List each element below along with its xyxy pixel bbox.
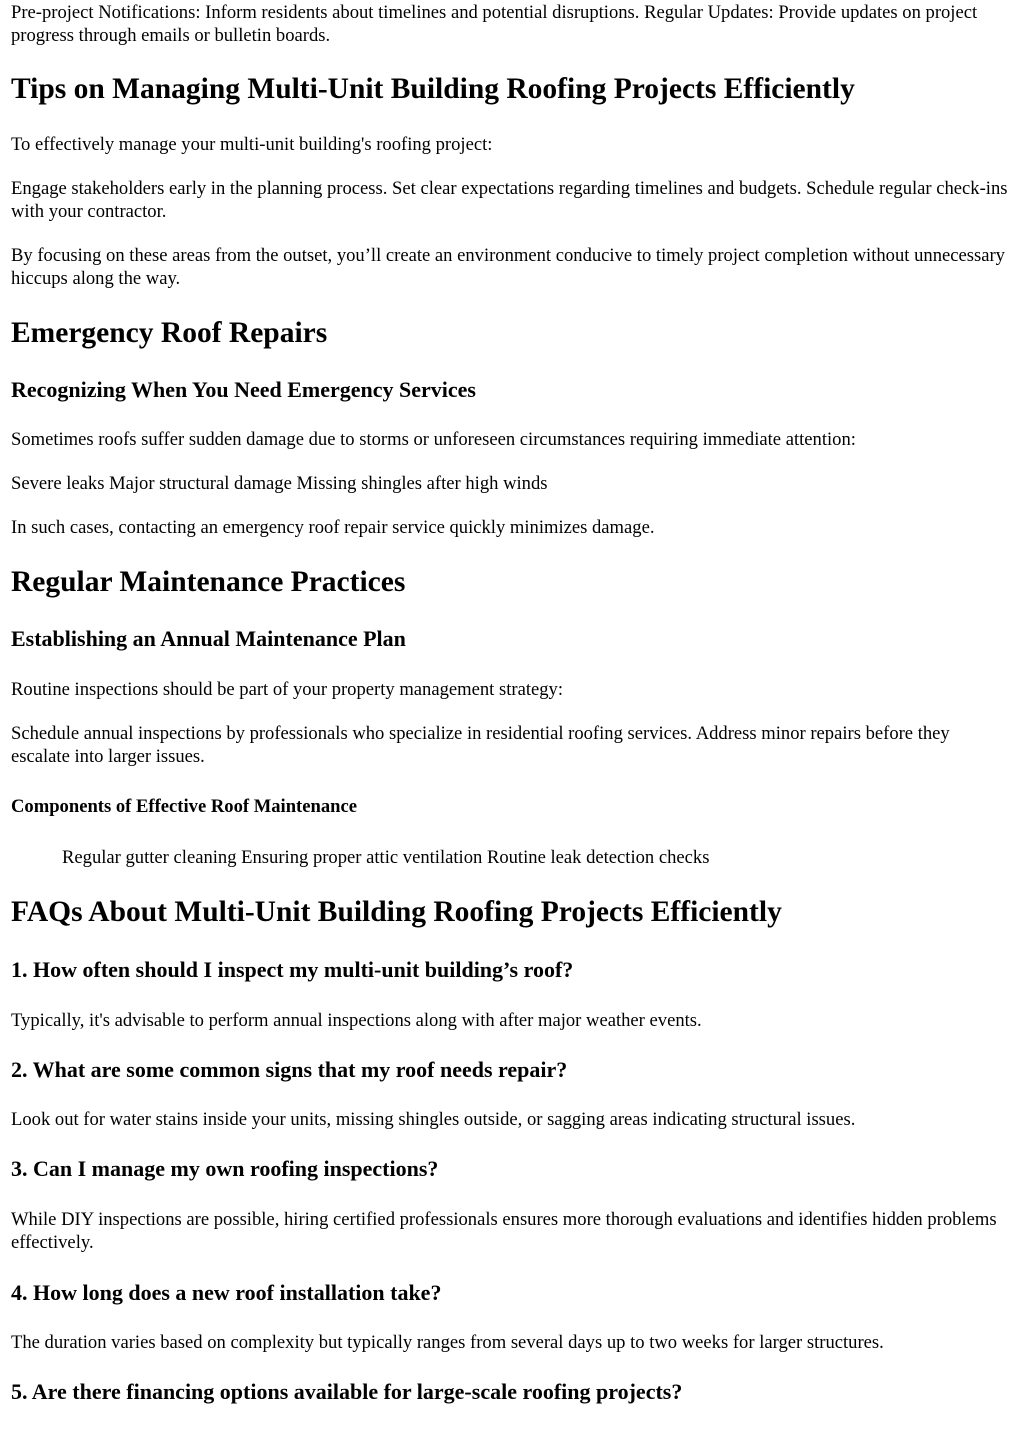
maintenance-subheading: Establishing an Annual Maintenance Plan [11, 626, 406, 651]
maintenance-lead-paragraph: Routine inspections should be part of your property management strategy: [11, 679, 564, 700]
faq-question: 1. How often should I inspect my multi-unit building’s roof? [11, 957, 574, 982]
tips-heading: Tips on Managing Multi-Unit Building Roofing Projects Efficiently [11, 73, 855, 105]
maintenance-heading: Regular Maintenance Practices [11, 566, 406, 598]
emergency-closing-paragraph: In such cases, contacting an emergency roof repair service quickly minimizes damage. [11, 517, 655, 538]
emergency-lead-paragraph: Sometimes roofs suffer sudden damage due to storms or unforeseen circumstances requiring immediate attention: [11, 429, 856, 450]
faq-question: 4. How long does a new roof installation take? [11, 1280, 442, 1305]
components-heading: Components of Effective Roof Maintenance [11, 796, 357, 817]
faq-question: 3. Can I manage my own roofing inspections? [11, 1156, 439, 1181]
emergency-list-paragraph: Severe leaks Major structural damage Missing shingles after high winds [11, 473, 548, 494]
faqs-heading: FAQs About Multi-Unit Building Roofing Projects Efficiently [11, 896, 782, 928]
components-list-paragraph: Regular gutter cleaning Ensuring proper attic ventilation Routine leak detection checks [62, 847, 710, 868]
faq-answer: Typically, it's advisable to perform annual inspections along with after major weather events. [11, 1010, 702, 1031]
faq-question: 5. Are there financing options available for large-scale roofing projects? [11, 1379, 683, 1404]
intro-paragraph: Pre-project Notifications: Inform residents about timelines and potential disruptions. Regular Updates: Provide updates on project progress through emails or bulletin boards. [11, 2, 978, 46]
emergency-subheading: Recognizing When You Need Emergency Services [11, 377, 476, 402]
tips-list-paragraph: Engage stakeholders early in the planning process. Set clear expectations regarding timelines and budgets. Schedule regular check-ins with your contractor. [11, 178, 1008, 222]
faq-answer: While DIY inspections are possible, hiring certified professionals ensures more thorough evaluations and identifies hidden problems effectively. [11, 1209, 997, 1253]
faq-answer: Look out for water stains inside your units, missing shingles outside, or sagging areas indicating structural issues. [11, 1109, 856, 1130]
tips-lead-paragraph: To effectively manage your multi-unit building's roofing project: [11, 134, 493, 155]
faq-question: 2. What are some common signs that my roof needs repair? [11, 1057, 568, 1082]
faq-answer: The duration varies based on complexity but typically ranges from several days up to two weeks for larger structures. [11, 1332, 884, 1353]
emergency-heading: Emergency Roof Repairs [11, 317, 328, 349]
maintenance-list-paragraph: Schedule annual inspections by professionals who specialize in residential roofing services. Address minor repairs before they escalate into larger issues. [11, 723, 950, 767]
tips-closing-paragraph: By focusing on these areas from the outset, you’ll create an environment conducive to timely project completion without unnecessary hiccups along the way. [11, 245, 1005, 289]
